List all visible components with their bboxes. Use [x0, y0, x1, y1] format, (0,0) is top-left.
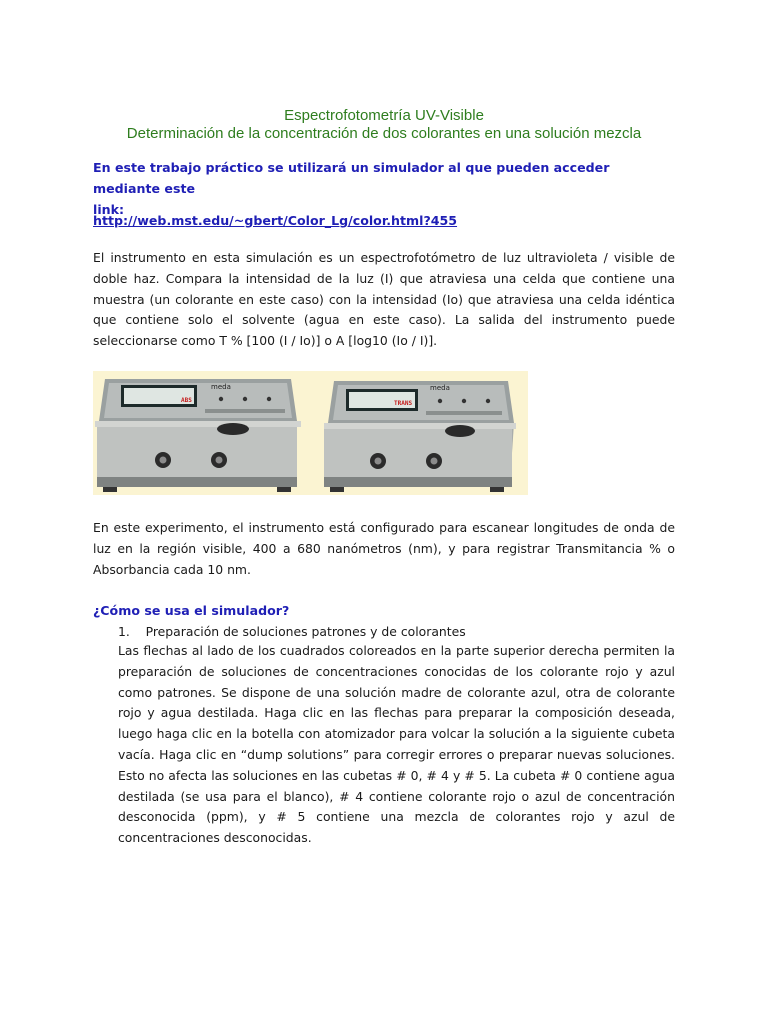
paragraph-instrument: El instrumento en esta simulación es un espectrofotómetro de luz ultravioleta / visible de doble haz. Compara la intensidad de la luz (I) que atraviesa una celda que contiene una muestra (un colorante en este caso) con la intensidad (Io) que atraviesa una celda idéntica que contiene solo el solvente (agua en este caso). La salida del instrumento puede seleccionarse como T % [100 (I / Io)] o A [log10 (Io / I)].	[93, 250, 675, 349]
spectrophotometer-abs-illustration	[93, 371, 318, 495]
intro-line-2: link:	[93, 202, 125, 217]
brand-logo-right: meda	[430, 384, 450, 392]
display-mode-trans: TRANS	[394, 400, 413, 407]
brand-logo-left: meda	[211, 383, 231, 391]
simulator-link[interactable]: http://web.mst.edu/~gbert/Color_Lg/color.html?455	[93, 213, 458, 228]
list-item-1	[118, 624, 466, 639]
section-heading: ¿Cómo se usa el simulador?	[93, 603, 290, 618]
paragraph-simulator-usage: Las flechas al lado de los cuadrados coloreados en la parte superior derecha permiten la preparación de soluciones de concentraciones conocidas de los colorante rojo y azul como patrones. Se dispone de una solución madre de colorante azul, otra de colorante rojo y agua destilada. Haga clic en las flechas para preparar la composición deseada, luego haga clic en la botella con atomizador para volcar la solución a la siguiente cubeta vacía. Haga clic en “dump solutions” para corregir errores o preparar nuevas soluciones. Esto no afecta las soluciones en las cubetas # 0, # 4 y # 5. La cubeta # 0 contiene agua destilada (se usa para el blanco), # 4 contiene colorante rojo o azul de concentración desconocida (ppm), y # 5 contiene una mezcla de colorantes rojo y azul de concentraciones desconocidas.	[118, 643, 675, 846]
intro-line-1: En este trabajo práctico se utilizará un simulador al que pueden acceder mediante este	[93, 160, 610, 196]
spectrophotometer-trans-illustration	[318, 371, 528, 495]
list-item-number: 1.	[118, 624, 130, 639]
spectrophotometer-photo-trans	[318, 371, 528, 495]
list-item-title: Preparación de soluciones patrones y de colorantes	[145, 624, 466, 639]
page-subtitle: Determinación de la concentración de dos colorantes en una solución mezcla	[126, 125, 642, 142]
spectrophotometer-photo-abs	[93, 371, 318, 495]
paragraph-experiment: En este experimento, el instrumento está configurado para escanear longitudes de onda de luz en la región visible, 400 a 680 nanómetros (nm), y para registrar Transmitancia % o Absorbancia cada 10 nm.	[93, 520, 675, 577]
display-mode-abs: ABS	[181, 397, 192, 404]
page-title: Espectrofotometría UV-Visible	[284, 107, 484, 124]
intro-text	[93, 157, 675, 220]
